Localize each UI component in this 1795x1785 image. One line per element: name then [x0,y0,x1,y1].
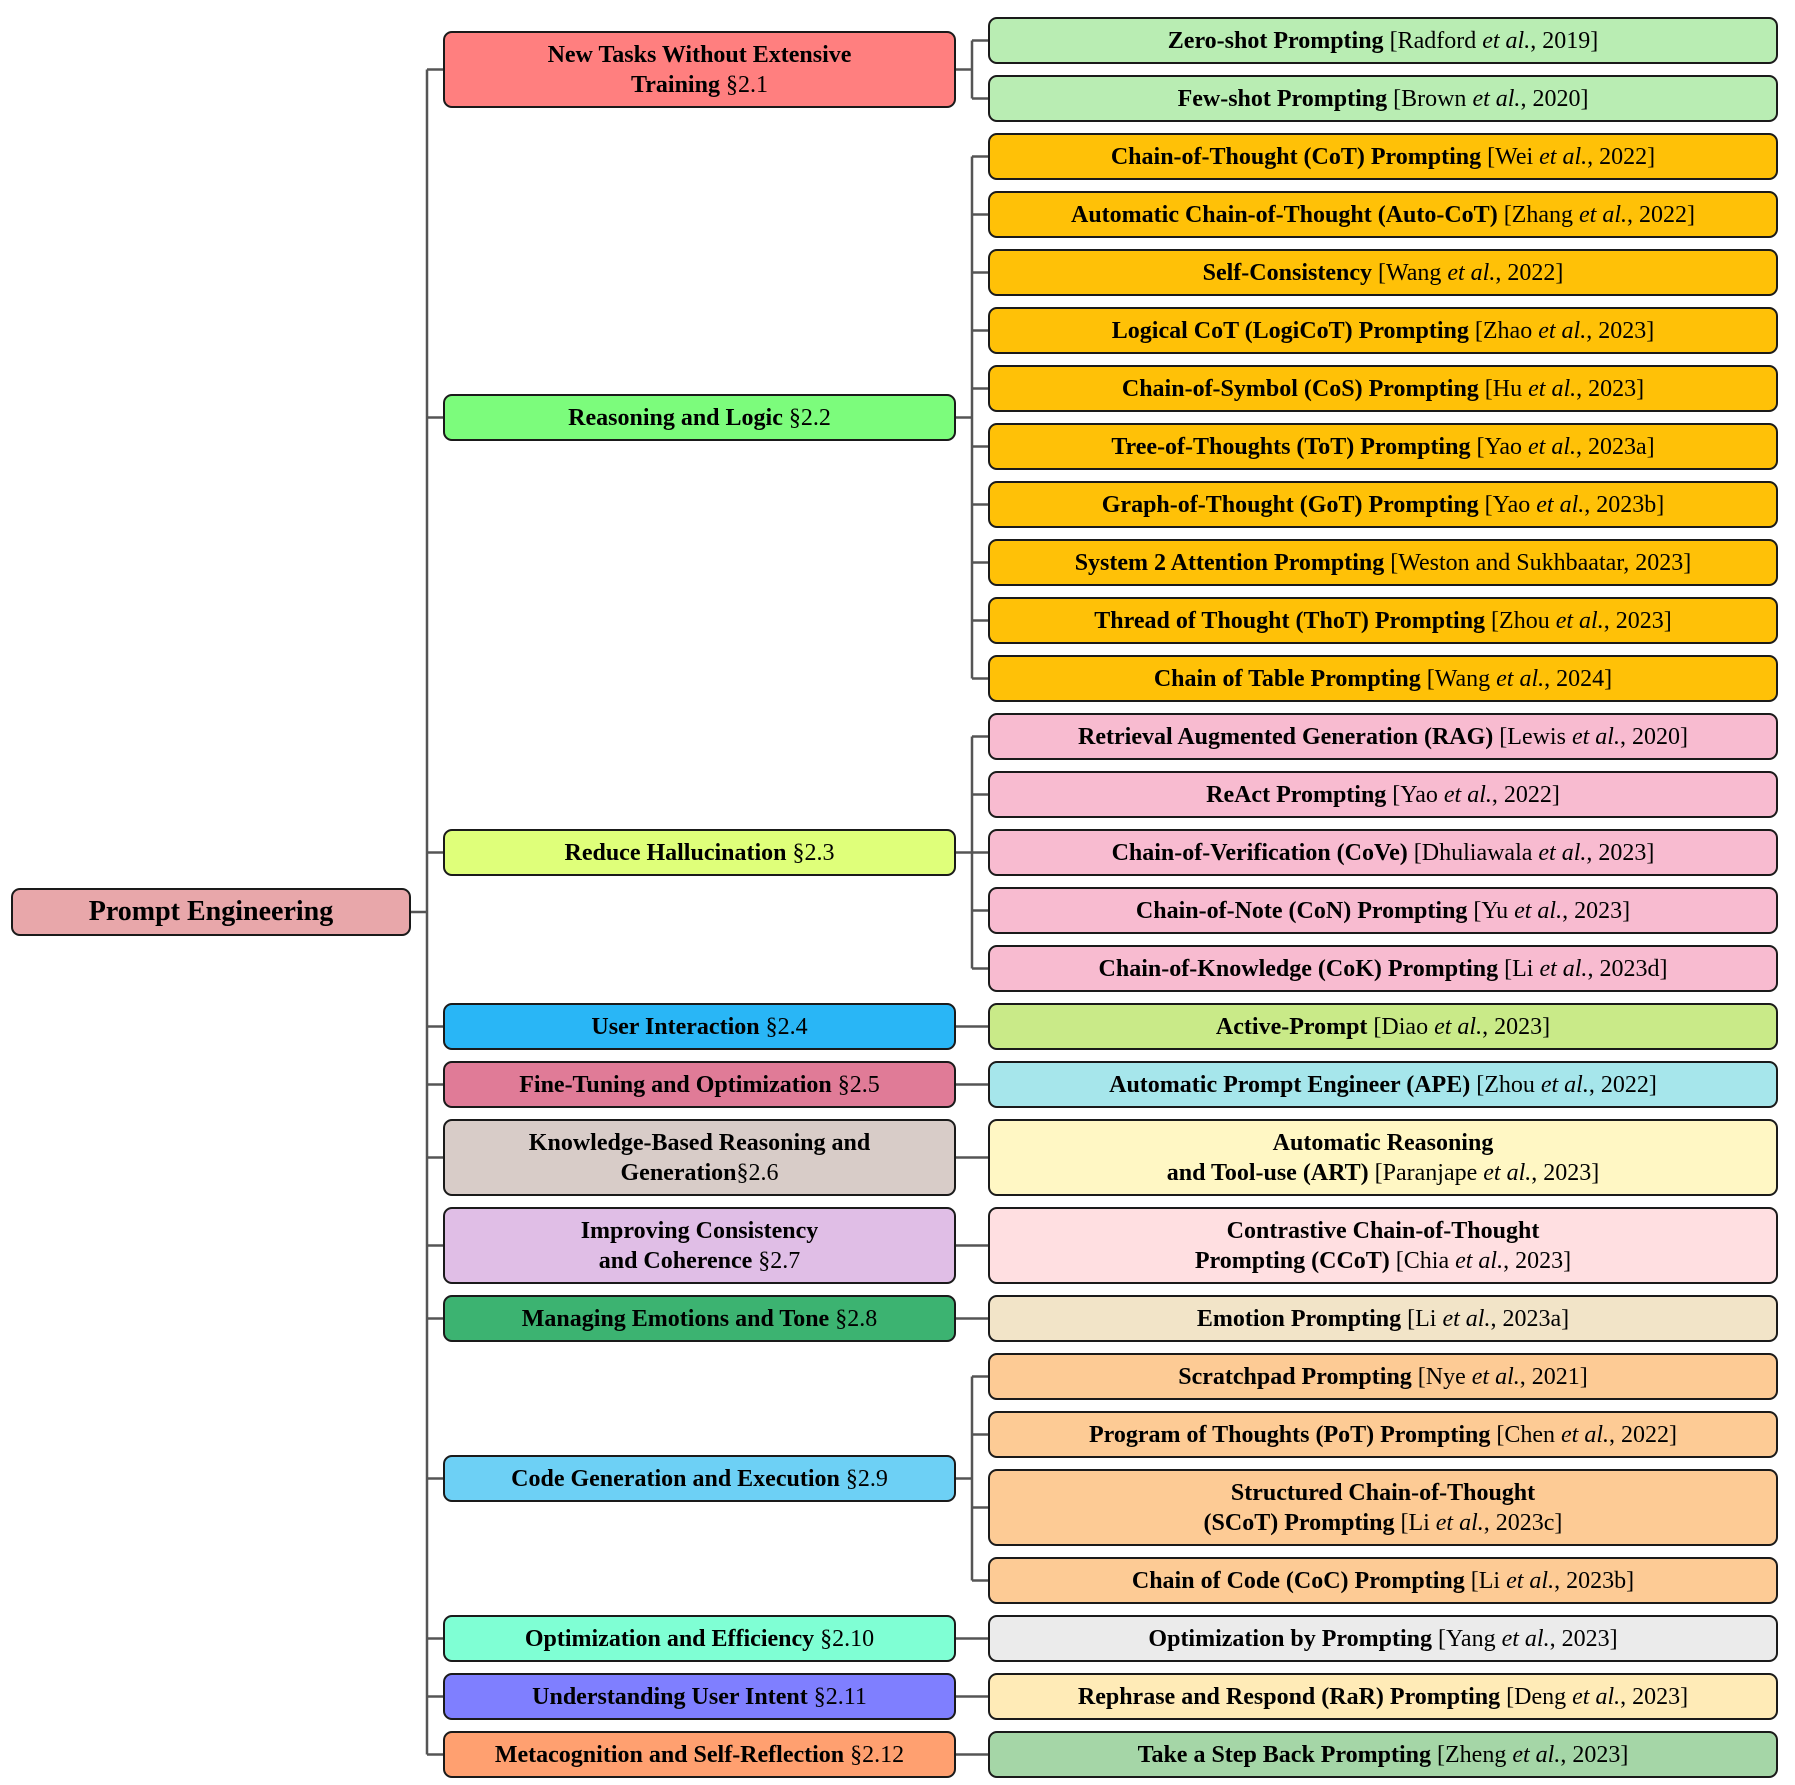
section-number: §2.1 [719,71,768,98]
node-text-line [621,1158,779,1188]
node-text-line [1231,1478,1535,1508]
node-title: (SCoT) Prompting [1203,1509,1395,1536]
node-text-line [522,1304,877,1334]
citation-et-al: et al. [1571,723,1620,750]
category-node-8 [443,1295,956,1342]
node-title: Few-shot Prompting [1177,85,1388,112]
node-text-line [495,1740,904,1770]
citation-et-al: et al. [1471,1363,1520,1390]
category-node-7 [443,1207,956,1284]
citation-year: , 2022] [1627,201,1695,228]
node-title: Tree-of-Thoughts (ToT) Prompting [1111,433,1471,460]
node-text-line [1122,374,1644,404]
technique-node [988,1003,1778,1050]
technique-node [988,75,1778,122]
category-node-4 [443,1003,956,1050]
node-text-line [581,1216,819,1246]
node-text-line [1111,142,1655,172]
citation-year: , 2019] [1530,27,1599,54]
node-title: Contrastive Chain-of-Thought [1226,1217,1540,1244]
node-text-line [548,40,852,70]
node-title: Understanding User Intent [532,1683,808,1710]
citation-year: , 2023b] [1584,491,1665,518]
section-number: §2.8 [829,1305,878,1332]
node-title: Structured Chain-of-Thought [1230,1479,1536,1506]
citation-author: [Li [1498,955,1540,982]
node-title: Self-Consistency [1202,259,1372,286]
citation-author: [Yang [1432,1625,1502,1652]
technique-node [988,597,1778,644]
citation-author: [Deng [1500,1683,1573,1710]
node-title: Scratchpad Prompting [1178,1363,1412,1390]
node-text-line [1138,1740,1629,1770]
node-title: Chain of Table Prompting [1153,665,1421,692]
citation-et-al: et al. [1540,1071,1589,1098]
citation-et-al: et al. [1572,1683,1621,1710]
category-node-2 [443,394,956,441]
node-title: User Interaction [591,1013,760,1040]
node-text-line [568,403,831,433]
citation-author: [Diao [1367,1013,1435,1040]
citation-year: , 2023c] [1483,1509,1563,1536]
node-text-line [1078,1682,1688,1712]
node-text-line [1112,838,1655,868]
citation-year: , 2023] [1503,1247,1572,1274]
node-text-line [631,70,768,100]
node-title: Emotion Prompting [1196,1305,1402,1332]
node-title: Chain-of-Verification (CoVe) [1111,839,1408,866]
node-title: Knowledge-Based Reasoning and [528,1129,871,1156]
technique-node [988,1295,1778,1342]
citation-year: , 2021] [1519,1363,1588,1390]
node-text-line [1197,1304,1569,1334]
node-text-line [1167,1158,1600,1188]
technique-node [988,1119,1778,1196]
citation-et-al: et al. [1512,1741,1561,1768]
citation-year: , 2023] [1586,317,1655,344]
node-title: and Coherence [598,1247,753,1274]
citation-author: [Wei [1481,143,1540,170]
node-title: Training [631,71,720,98]
citation-et-al: et al. [1538,317,1587,344]
node-text-line [1112,316,1654,346]
node-title: Graph-of-Thought (GoT) Prompting [1101,491,1479,518]
citation-year: , 2023] [1560,1741,1629,1768]
category-node-6 [443,1119,956,1196]
technique-node [988,1469,1778,1546]
citation-author: [Yu [1467,897,1515,924]
citation-year: , 2022] [1491,781,1560,808]
category-node-9 [443,1455,956,1502]
node-title: Program of Thoughts (PoT) Prompting [1089,1421,1491,1448]
node-title: Take a Step Back Prompting [1137,1741,1432,1768]
category-node-3 [443,829,956,876]
node-text-line [1154,664,1612,694]
citation-year: , 2023] [1549,1625,1618,1652]
node-title: Chain-of-Knowledge (CoK) Prompting [1098,955,1499,982]
section-number: §2.9 [839,1465,888,1492]
section-number: §2.12 [844,1741,905,1768]
node-text-line [529,1128,870,1158]
node-text-line [1216,1012,1550,1042]
node-text-line [1132,1566,1634,1596]
technique-node [988,1731,1778,1778]
citation-et-al: et al. [1506,1567,1555,1594]
node-text-line [1204,1508,1563,1538]
node-title: Automatic Reasoning [1272,1129,1494,1156]
citation-author: [Wang [1371,259,1448,286]
citation-et-al: et al. [1579,201,1627,228]
node-text-line [1094,606,1671,636]
node-title: Metacognition and Self-Reflection [494,1741,845,1768]
node-title: Optimization by Prompting [1148,1625,1432,1652]
technique-node [988,307,1778,354]
technique-node [988,1061,1778,1108]
node-title: Prompting (CCoT) [1194,1247,1390,1274]
citation-year: , 2022] [1588,1071,1657,1098]
node-text-line [1099,954,1668,984]
node-text-line [1109,1070,1657,1100]
technique-node [988,1353,1778,1400]
technique-node [988,713,1778,760]
technique-node [988,133,1778,180]
technique-node [988,1673,1778,1720]
technique-node [988,829,1778,876]
citation-year: , 2023] [1562,897,1631,924]
technique-node [988,17,1778,64]
node-text-line [564,838,834,868]
citation-et-al: et al. [1536,491,1585,518]
node-text-line [1206,780,1560,810]
technique-node [988,423,1778,470]
technique-node [988,1557,1778,1604]
citation-year: , 2023] [1531,1159,1600,1186]
citation-year: , 2023d] [1587,955,1668,982]
node-text-line [1078,722,1688,752]
section-number: §2.7 [752,1247,801,1274]
root-node-prompt-engineering [11,888,411,936]
node-text-line [1102,490,1665,520]
citation-author: [Paranjape [1368,1159,1484,1186]
section-number: §2.10 [814,1625,875,1652]
technique-node [988,1615,1778,1662]
node-text-line [1178,1362,1588,1392]
citation-et-al: et al. [1455,1247,1504,1274]
citation-author: [Lewis [1493,723,1572,750]
node-text-line [1071,200,1695,230]
node-title: Improving Consistency [580,1217,819,1244]
citation-et-al: et al. [1501,1625,1550,1652]
citation-year: , 2023] [1603,607,1672,634]
citation-author: [Chia [1389,1247,1456,1274]
node-title: and Tool-use (ART) [1166,1159,1369,1186]
node-title: Active-Prompt [1215,1013,1368,1040]
node-title: Chain-of-Symbol (CoS) Prompting [1121,375,1479,402]
citation-year: , 2023] [1482,1013,1551,1040]
citation-year: , 2023b] [1554,1567,1635,1594]
node-text-line [1203,258,1564,288]
citation-author: [Weston and Sukhbaatar, 2023] [1384,549,1692,576]
citation-author: [Yao [1470,433,1529,460]
technique-node [988,1411,1778,1458]
section-number: §2.6 [736,1159,779,1186]
citation-year: , 2022] [1609,1421,1677,1448]
section-number: §2.5 [831,1071,880,1098]
citation-author: [Nye [1411,1363,1472,1390]
section-number: §2.2 [782,404,831,431]
section-number: §2.4 [759,1013,808,1040]
citation-year: , 2022] [1587,143,1656,170]
technique-node [988,191,1778,238]
citation-et-al: et al. [1496,665,1545,692]
root-label: Prompt Engineering [88,896,334,927]
citation-author: [Radford [1383,27,1483,54]
node-title: Reduce Hallucination [564,839,787,866]
node-title: ReAct Prompting [1206,781,1387,808]
node-title: Automatic Prompt Engineer (APE) [1109,1071,1471,1098]
citation-author: [Zhou [1485,607,1556,634]
citation-et-al: et al. [1561,1421,1609,1448]
citation-et-al: et al. [1435,1509,1484,1536]
node-title: Fine-Tuning and Optimization [519,1071,832,1098]
node-title: Automatic Chain-of-Thought (Auto-CoT) [1071,201,1498,228]
node-title: System 2 Attention Prompting [1074,549,1385,576]
citation-et-al: et al. [1539,143,1588,170]
citation-et-al: et al. [1555,607,1604,634]
node-text-line [599,1246,801,1276]
node-title: Code Generation and Execution [511,1465,840,1492]
node-title: Chain-of-Note (CoN) Prompting [1135,897,1468,924]
citation-et-al: et al. [1482,27,1531,54]
node-text-line [591,1012,807,1042]
citation-et-al: et al. [1483,1159,1532,1186]
node-text-line [1195,1246,1571,1276]
citation-et-al: et al. [1442,1305,1491,1332]
node-text-line [519,1070,880,1100]
citation-et-al: et al. [1538,839,1587,866]
citation-et-al: et al. [1434,1013,1483,1040]
node-text-line [525,1624,874,1654]
node-text-line [1148,1624,1617,1654]
node-text-line [1075,548,1692,578]
citation-author: [Zhao [1468,317,1539,344]
citation-author: [Yao [1478,491,1537,518]
citation-et-al: et al. [1539,955,1588,982]
node-title: Optimization and Efficiency [524,1625,815,1652]
citation-author: [Li [1401,1305,1443,1332]
node-text-line [1227,1216,1540,1246]
node-title: Rephrase and Respond (RaR) Prompting [1077,1683,1501,1710]
node-text-line [511,1464,888,1494]
citation-year: , 2020] [1619,723,1688,750]
citation-et-al: et al. [1528,433,1577,460]
node-text-line [1168,26,1598,56]
node-title: Thread of Thought (ThoT) Prompting [1094,607,1486,634]
technique-node [988,249,1778,296]
category-node-12 [443,1731,956,1778]
technique-node [988,771,1778,818]
node-title: New Tasks Without Extensive [547,41,852,68]
category-node-5 [443,1061,956,1108]
citation-et-al: et al. [1447,259,1496,286]
citation-author: [Li [1394,1509,1436,1536]
citation-year: , 2023] [1576,375,1645,402]
technique-node [988,481,1778,528]
node-text-line [532,1682,867,1712]
citation-year: , 2022] [1495,259,1564,286]
section-number: §2.11 [807,1683,867,1710]
node-title: Managing Emotions and Tone [521,1305,830,1332]
section-number: §2.3 [786,839,835,866]
node-title: Chain of Code (CoC) Prompting [1131,1567,1465,1594]
citation-et-al: et al. [1514,897,1563,924]
technique-node [988,655,1778,702]
category-node-1 [443,31,956,108]
citation-author: [Dhuliawala [1407,839,1539,866]
node-title: Retrieval Augmented Generation (RAG) [1078,723,1494,750]
citation-year: , 2023a] [1490,1305,1570,1332]
citation-year: , 2020] [1520,85,1589,112]
node-title: Logical CoT (LogiCoT) Prompting [1111,317,1469,344]
category-node-10 [443,1615,956,1662]
node-title: Zero-shot Prompting [1167,27,1384,54]
node-text-line [1178,84,1589,114]
citation-author: [Zhou [1470,1071,1541,1098]
node-text-line [1111,432,1654,462]
technique-node [988,887,1778,934]
citation-et-al: et al. [1528,375,1577,402]
citation-et-al: et al. [1443,781,1492,808]
technique-node [988,539,1778,586]
citation-year: , 2023] [1620,1683,1689,1710]
technique-node [988,365,1778,412]
citation-author: [Li [1464,1567,1507,1594]
category-node-11 [443,1673,956,1720]
node-text-line [1136,896,1630,926]
citation-year: , 2024] [1544,665,1613,692]
node-title: Generation [620,1159,737,1186]
node-text-line [1273,1128,1494,1158]
citation-author: [Zhang [1497,201,1579,228]
node-title: Reasoning and Logic [568,404,783,431]
citation-author: [Chen [1490,1421,1561,1448]
citation-author: [Wang [1420,665,1497,692]
technique-node [988,945,1778,992]
citation-author: [Hu [1478,375,1529,402]
node-title: Chain-of-Thought (CoT) Prompting [1110,143,1482,170]
citation-author: [Zheng [1431,1741,1513,1768]
citation-year: , 2023a] [1576,433,1655,460]
citation-year: , 2023] [1586,839,1655,866]
node-text-line [1089,1420,1677,1450]
technique-node [988,1207,1778,1284]
citation-author: [Yao [1386,781,1444,808]
citation-author: [Brown [1387,85,1473,112]
citation-et-al: et al. [1472,85,1521,112]
